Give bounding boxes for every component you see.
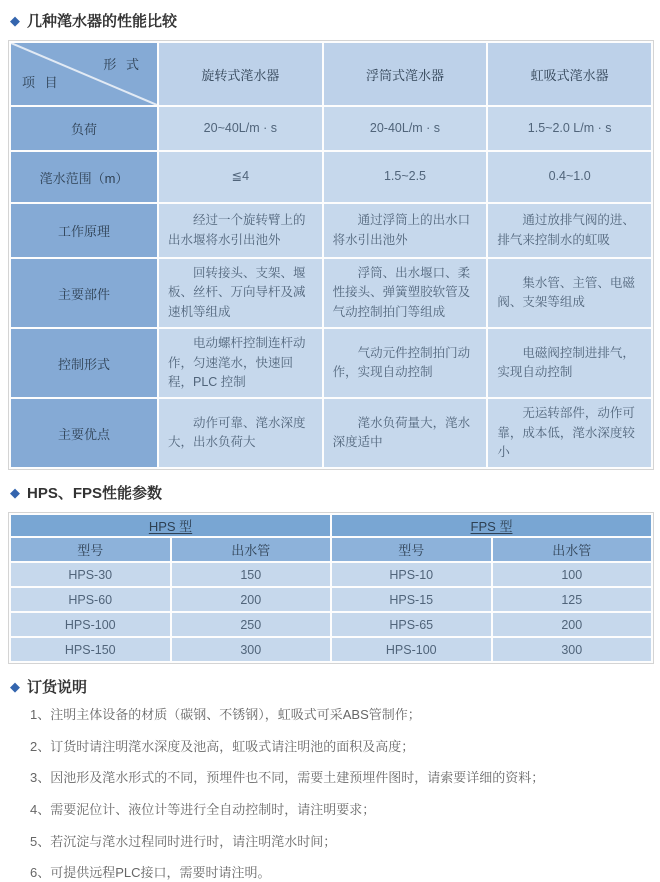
row-label: 控制形式 bbox=[11, 329, 157, 397]
note-item-1: 1、注明主体设备的材质（碳钢、不锈钢），虹吸式可采ABS管制作； bbox=[30, 707, 421, 723]
section3-title bbox=[10, 676, 654, 697]
note-item-2: 2、订货时请注明滗水深度及池高，虹吸式请注明池的面积及高度； bbox=[30, 738, 415, 754]
corner-label-item: 项 目 bbox=[22, 75, 61, 90]
outlet-cell: 125 bbox=[493, 588, 652, 611]
table-row-components bbox=[11, 259, 651, 327]
parameters-table-wrapper bbox=[8, 512, 654, 664]
diamond-icon: ◆ bbox=[10, 485, 20, 501]
diamond-icon: ◆ bbox=[10, 13, 20, 28]
comparison-table bbox=[9, 41, 653, 469]
table-cell: 1.5~2.0 L/m · s bbox=[488, 107, 651, 150]
outlet-cell: 100 bbox=[493, 563, 652, 586]
model-cell: HPS-100 bbox=[332, 638, 491, 661]
outlet-cell: 300 bbox=[172, 638, 331, 661]
ordering-notes bbox=[8, 706, 654, 881]
section3-title-text: 订货说明 bbox=[27, 679, 88, 697]
table-row bbox=[11, 638, 651, 661]
outlet-cell: 200 bbox=[493, 613, 652, 636]
outlet-cell: 200 bbox=[172, 588, 331, 611]
column-header-rotary: 旋转式滗水器 bbox=[159, 43, 322, 105]
note-item-6: 6、可提供远程PLC接口，需要时请注明。 bbox=[30, 865, 271, 881]
model-cell: HPS-15 bbox=[332, 588, 491, 611]
model-cell: HPS-150 bbox=[11, 638, 170, 661]
table-row-range bbox=[11, 152, 651, 202]
column-header-float: 浮筒式滗水器 bbox=[324, 43, 487, 105]
outlet-cell: 150 bbox=[172, 563, 331, 586]
table-row-advantages bbox=[11, 399, 651, 467]
outlet-cell: 250 bbox=[172, 613, 331, 636]
table-cell: 通过放排气阀的进、排气来控制水的虹吸 bbox=[488, 204, 651, 257]
column-header-siphon: 虹吸式滗水器 bbox=[488, 43, 651, 105]
note-item-3: 3、因池形及滗水形式的不同，预埋件也不同，需要土建预埋件图时，请索要详细的资料； bbox=[30, 770, 545, 786]
table-cell: 电动螺杆控制连杆动作，匀速滗水，快速回程，PLC 控制 bbox=[159, 329, 322, 397]
subheader-outlet: 出水管 bbox=[172, 538, 331, 561]
row-label: 主要优点 bbox=[11, 399, 157, 467]
table-row-control bbox=[11, 329, 651, 397]
table-cell: 20-40L/m · s bbox=[324, 107, 487, 150]
row-label: 工作原理 bbox=[11, 204, 157, 257]
model-cell: HPS-60 bbox=[11, 588, 170, 611]
diamond-icon: ◆ bbox=[10, 679, 20, 695]
group-header-fps: FPS 型 bbox=[332, 515, 651, 536]
table-row-principle bbox=[11, 204, 651, 257]
row-label: 滗水范围（m） bbox=[11, 152, 157, 202]
table-cell: 通过浮筒上的出水口将水引出池外 bbox=[324, 204, 487, 257]
corner-label-type: 形 式 bbox=[103, 57, 142, 72]
row-label: 主要部件 bbox=[11, 259, 157, 327]
table-cell: 气动元件控制拍门动作，实现自动控制 bbox=[324, 329, 487, 397]
table-cell: 动作可靠、滗水深度大，出水负荷大 bbox=[159, 399, 322, 467]
note-item-4: 4、需要泥位计、液位计等进行全自动控制时，请注明要求； bbox=[30, 802, 376, 818]
group-header-hps: HPS 型 bbox=[11, 515, 330, 536]
parameters-table bbox=[9, 513, 653, 663]
table-cell: 1.5~2.5 bbox=[324, 152, 487, 202]
subheader-outlet: 出水管 bbox=[493, 538, 652, 561]
row-label: 负荷 bbox=[11, 107, 157, 150]
model-cell: HPS-65 bbox=[332, 613, 491, 636]
subheader-model: 型号 bbox=[11, 538, 170, 561]
section2-title bbox=[10, 482, 654, 503]
table-cell: 0.4~1.0 bbox=[488, 152, 651, 202]
table-cell: 浮筒、出水堰口、柔性接头、弹簧塑胶软管及气动控制拍门等组成 bbox=[324, 259, 487, 327]
subheader-model: 型号 bbox=[332, 538, 491, 561]
model-cell: HPS-10 bbox=[332, 563, 491, 586]
table-row bbox=[11, 588, 651, 611]
section1-title bbox=[10, 10, 654, 31]
table-row-load bbox=[11, 107, 651, 150]
note-item-5: 5、若沉淀与滗水过程同时进行时，请注明滗水时间； bbox=[30, 833, 337, 849]
section1-title-text: 几种滗水器的性能比较 bbox=[27, 13, 178, 30]
table-cell: 滗水负荷量大，滗水深度适中 bbox=[324, 399, 487, 467]
outlet-cell: 300 bbox=[493, 638, 652, 661]
table-cell: ≦4 bbox=[159, 152, 322, 202]
comparison-table-wrapper bbox=[8, 40, 654, 470]
table-row bbox=[11, 563, 651, 586]
table-cell: 回转接头、支架、堰板、丝杆、万向导杆及减速机等组成 bbox=[159, 259, 322, 327]
table-cell: 电磁阀控制进排气，实现自动控制 bbox=[488, 329, 651, 397]
model-cell: HPS-30 bbox=[11, 563, 170, 586]
table-cell: 经过一个旋转臂上的出水堰将水引出池外 bbox=[159, 204, 322, 257]
table-cell: 20~40L/m · s bbox=[159, 107, 322, 150]
table-cell: 无运转部件，动作可靠，成本低，滗水深度较小 bbox=[488, 399, 651, 467]
section2-title-text: HPS、FPS性能参数 bbox=[27, 485, 163, 503]
model-cell: HPS-100 bbox=[11, 613, 170, 636]
table-cell: 集水管、主管、电磁阀、支架等组成 bbox=[488, 259, 651, 327]
group-header-row bbox=[11, 515, 651, 536]
table-row bbox=[11, 613, 651, 636]
sub-header-row bbox=[11, 538, 651, 561]
corner-cell bbox=[11, 43, 157, 105]
